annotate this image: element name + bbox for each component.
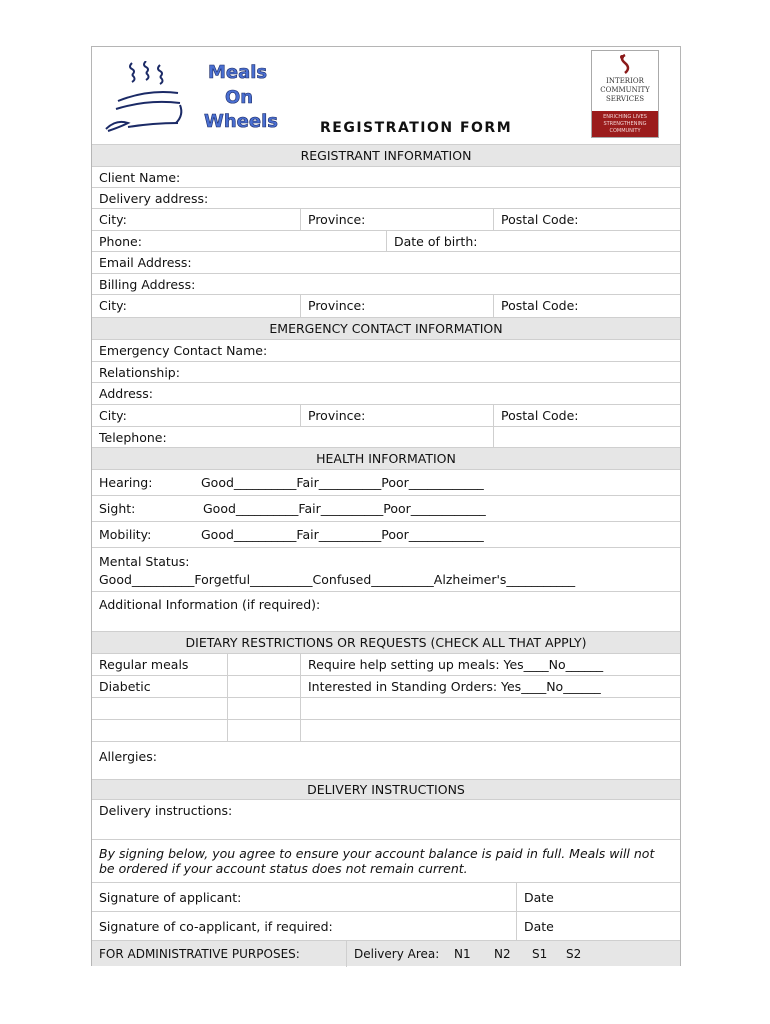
billing-city-row[interactable]: [92, 294, 680, 316]
registrant-header: [92, 144, 680, 166]
meals-on-wheels-logo: [98, 61, 278, 141]
diabetic-label: Diabetic: [99, 679, 151, 694]
email-row[interactable]: [92, 251, 680, 273]
sight-scale[interactable]: Good__________Fair__________Poor____________: [203, 501, 486, 516]
sight-label: Sight:: [99, 501, 136, 516]
divider: [300, 405, 301, 427]
emergency-header-label: EMERGENCY CONTACT INFORMATION: [269, 321, 503, 336]
divider: [493, 295, 494, 317]
ics-tagline-line: ENRICHING LIVES: [603, 114, 647, 120]
standing-orders-label[interactable]: Interested in Standing Orders: Yes____No______: [308, 679, 601, 694]
emergency-postal-code-label: Postal Code:: [501, 408, 579, 423]
form-title: REGISTRATION FORM: [320, 120, 513, 136]
city-label: City:: [99, 212, 127, 227]
area-n2[interactable]: N2: [494, 947, 511, 961]
regular-meals-row[interactable]: [92, 653, 680, 675]
phone-label: Phone:: [99, 234, 142, 249]
diabetic-row[interactable]: [92, 675, 680, 697]
dietary-header: [92, 631, 680, 653]
area-s1[interactable]: S1: [532, 947, 548, 961]
allergies-row[interactable]: [92, 741, 680, 779]
relationship-label: Relationship:: [99, 365, 180, 380]
telephone-row[interactable]: [92, 426, 680, 447]
billing-postal-code-label: Postal Code:: [501, 298, 579, 313]
delivery-area-label: Delivery Area:: [354, 947, 440, 961]
ics-tagline: [592, 111, 658, 137]
ics-tagline-line: COMMUNITY: [609, 128, 641, 134]
divider: [493, 209, 494, 231]
delivery-header: [92, 779, 680, 799]
registrant-header-label: REGISTRANT INFORMATION: [300, 148, 472, 163]
ics-name-line: INTERIOR: [606, 77, 644, 85]
emergency-city-row[interactable]: [92, 404, 680, 426]
ics-name-line: COMMUNITY: [600, 86, 650, 94]
delivery-address-row[interactable]: [92, 187, 680, 208]
co-applicant-signature-label: Signature of co-applicant, if required:: [99, 919, 333, 934]
hearing-label: Hearing:: [99, 475, 153, 490]
billing-city-label: City:: [99, 298, 127, 313]
additional-info-row[interactable]: [92, 591, 680, 631]
telephone-label: Telephone:: [99, 430, 167, 445]
mobility-scale[interactable]: Good__________Fair__________Poor____________: [201, 527, 484, 542]
applicant-signature-row[interactable]: [92, 882, 680, 911]
health-header: [92, 447, 680, 469]
ics-tagline-line: STRENGTHENING: [603, 121, 647, 127]
emergency-name-label: Emergency Contact Name:: [99, 343, 268, 358]
mental-status-row[interactable]: [92, 547, 680, 591]
co-applicant-date-label: Date: [524, 919, 554, 934]
help-setup-label[interactable]: Require help setting up meals: Yes____No______: [308, 657, 604, 672]
delivery-instructions-row[interactable]: [92, 799, 680, 839]
logo-word-wheels: Wheels: [204, 111, 278, 132]
city-row[interactable]: [92, 208, 680, 230]
emergency-name-row[interactable]: [92, 339, 680, 361]
mental-status-scale[interactable]: Good__________Forgetful__________Confused__________Alzheimer's___________: [99, 572, 576, 587]
logo-word-on: On: [225, 87, 254, 108]
admin-label: FOR ADMINISTRATIVE PURPOSES:: [99, 947, 300, 961]
ics-logo: [591, 50, 659, 138]
phone-row[interactable]: [92, 230, 680, 251]
admin-row: [92, 940, 680, 966]
billing-label: Billing Address:: [99, 277, 196, 292]
relationship-row[interactable]: [92, 361, 680, 382]
divider: [346, 941, 347, 967]
delivery-instructions-label: Delivery instructions:: [99, 803, 233, 818]
delivery-header-label: DELIVERY INSTRUCTIONS: [307, 782, 465, 797]
area-n1[interactable]: N1: [454, 947, 471, 961]
ics-emblem-icon: [615, 53, 635, 75]
area-s2[interactable]: S2: [566, 947, 582, 961]
dietary-blank-row[interactable]: [92, 697, 680, 719]
billing-province-label: Province:: [308, 298, 366, 313]
health-header-label: HEALTH INFORMATION: [316, 451, 456, 466]
postal-code-label: Postal Code:: [501, 212, 579, 227]
applicant-signature-label: Signature of applicant:: [99, 890, 242, 905]
emergency-province-label: Province:: [308, 408, 366, 423]
additional-info-label: Additional Information (if required):: [99, 597, 321, 612]
delivery-address-label: Delivery address:: [99, 191, 209, 206]
client-name-label: Client Name:: [99, 170, 181, 185]
logo-word-meals: Meals: [208, 62, 268, 83]
dietary-blank-row[interactable]: [92, 719, 680, 741]
ics-name: [592, 77, 658, 104]
hearing-scale[interactable]: Good__________Fair__________Poor____________: [201, 475, 484, 490]
co-applicant-signature-row[interactable]: [92, 911, 680, 940]
emergency-header: [92, 317, 680, 339]
sight-row[interactable]: [92, 495, 680, 521]
mobility-row[interactable]: [92, 521, 680, 547]
emergency-address-label: Address:: [99, 386, 153, 401]
divider: [300, 295, 301, 317]
registration-form: [91, 46, 681, 966]
email-label: Email Address:: [99, 255, 192, 270]
agreement-row: [92, 839, 680, 882]
mobility-label: Mobility:: [99, 527, 152, 542]
province-label: Province:: [308, 212, 366, 227]
steam-plate-icon: [98, 61, 193, 141]
emergency-address-row[interactable]: [92, 382, 680, 404]
divider: [300, 209, 301, 231]
applicant-date-label: Date: [524, 890, 554, 905]
allergies-label: Allergies:: [99, 749, 157, 764]
dietary-header-label: DIETARY RESTRICTIONS OR REQUESTS (CHECK ALL THAT APPLY): [185, 635, 587, 650]
mental-status-label: Mental Status:: [99, 554, 190, 569]
ics-name-line: SERVICES: [605, 95, 644, 103]
dob-label: Date of birth:: [394, 234, 478, 249]
divider: [386, 231, 387, 252]
regular-meals-label: Regular meals: [99, 657, 189, 672]
client-name-row[interactable]: [92, 166, 680, 187]
billing-row[interactable]: [92, 273, 680, 294]
agreement-text: By signing below, you agree to ensure your account balance is paid in full. Meals will not be ordered if your account status does not remain current.: [99, 846, 655, 876]
hearing-row[interactable]: [92, 469, 680, 495]
emergency-city-label: City:: [99, 408, 127, 423]
